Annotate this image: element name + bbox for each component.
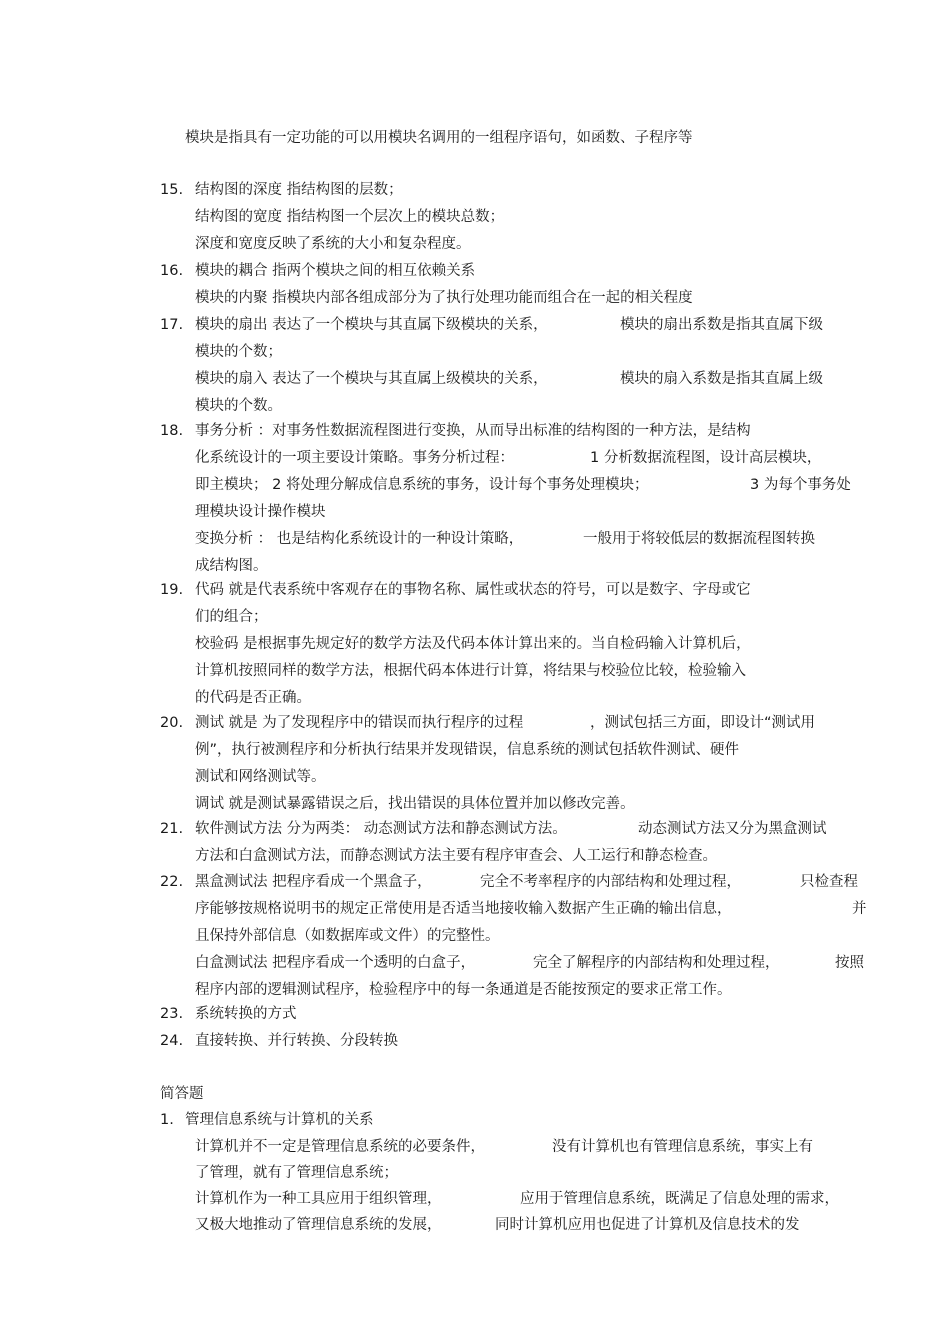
item-number: 18.: [160, 423, 184, 439]
item-text-line: 校验码 是根据事先规定好的数学方法及代码本体计算出来的。当自检码输入计算机后，: [195, 636, 751, 652]
answer-text-line: 又极大地推动了管理信息系统的发展，: [195, 1217, 442, 1233]
item-number: 16.: [160, 263, 184, 279]
item-text-line: 化系统设计的一项主要设计策略。事务分析过程：: [195, 450, 514, 466]
item-text-line: 结构图的宽度 指结构图一个层次上的模块总数；: [195, 209, 505, 225]
item-text-line: 们的组合；: [195, 609, 268, 625]
item-number: 19.: [160, 582, 184, 598]
question-title: 管理信息系统与计算机的关系: [185, 1112, 374, 1128]
answer-text-line: 了管理，就有了管理信息系统；: [195, 1165, 398, 1181]
item-text-line: ，测试包括三方面，即设计“测试用: [590, 715, 816, 731]
item-text-line: 理模块设计操作模块: [195, 504, 326, 520]
item-number: 23.: [160, 1006, 184, 1022]
item-text-line: 3 为每个事务处: [750, 477, 851, 493]
item-number: 20.: [160, 715, 184, 731]
item-text-line: 模块的扇出 表达了一个模块与其直属下级模块的关系，: [195, 317, 548, 333]
answer-text-line: 应用于管理信息系统，: [520, 1191, 665, 1207]
item-text-line: 模块的耦合 指两个模块之间的相互依赖关系: [195, 263, 476, 279]
item-text-line: 只检查程: [800, 874, 858, 890]
item-number: 17.: [160, 317, 184, 333]
item-number: 21.: [160, 821, 184, 837]
item-text-line: 测试 就是 为了发现程序中的错误而执行程序的过程: [195, 715, 524, 731]
item-text-line: 模块的个数；: [195, 344, 282, 360]
item-text-line: 方法和白盒测试方法，而静态测试方法主要有程序审查会、人工运行和静态检查。: [195, 848, 717, 864]
item-text-line: 模块的扇入系数是指其直属上级: [620, 371, 823, 387]
item-text-line: 测试和网络测试等。: [195, 769, 326, 785]
item-text-line: 直接转换、并行转换、分段转换: [195, 1033, 398, 1049]
answer-text-line: 既满足了信息处理的需求，: [665, 1191, 839, 1207]
question-number: 1.: [160, 1112, 174, 1128]
item-text-line: 模块的扇出系数是指其直属下级: [620, 317, 823, 333]
item-text-line: 变换分析 ： 也是结构化系统设计的一种设计策略，: [195, 531, 524, 547]
item-text-line: 1 分析数据流程图，设计高层模块，: [590, 450, 822, 466]
answer-text-line: 同时计算机应用也促进了计算机及信息技术的发: [495, 1217, 800, 1233]
item-text-line: 结构图的深度 指结构图的层数；: [195, 182, 403, 198]
answer-text-line: 计算机并不一定是管理信息系统的必要条件，: [195, 1139, 485, 1155]
answer-text-line: 没有计算机也有管理信息系统，事实上有: [552, 1139, 813, 1155]
item-text-line: 的代码是否正确。: [195, 690, 311, 706]
item-text-line: 程序内部的逻辑测试程序，检验程序中的每一条通道是否能按预定的要求正常工作。: [195, 982, 732, 998]
item-text-line: 模块的扇入 表达了一个模块与其直属上级模块的关系，: [195, 371, 548, 387]
item-text-line: 并: [852, 901, 867, 917]
answer-text-line: 计算机作为一种工具应用于组织管理，: [195, 1191, 442, 1207]
item-number: 22.: [160, 874, 184, 890]
item-text-line: 一般用于将较低层的数据流程图转换: [583, 531, 815, 547]
item-text-line: 例”，执行被测程序和分析执行结果并发现错误，信息系统的测试包括软件测试、硬件: [195, 742, 740, 758]
item-text-line: 白盒测试法 把程序看成一个透明的白盒子，: [195, 955, 476, 971]
item-text-line: 完全不考率程序的内部结构和处理过程，: [480, 874, 741, 890]
item-text-line: 成结构图。: [195, 558, 268, 574]
section-title: 简答题: [160, 1086, 204, 1102]
item-text-line: 事务分析 ：对事务性数据流程图进行变换，从而导出标准的结构图的一种方法，是结构: [195, 423, 751, 439]
item-text-line: 完全了解程序的内部结构和处理过程，: [533, 955, 780, 971]
item-text-line: 深度和宽度反映了系统的大小和复杂程度。: [195, 236, 471, 252]
item-text-line: 动态测试方法又分为黑盒测试: [638, 821, 827, 837]
item-text-line: 黑盒测试法 把程序看成一个黑盒子，: [195, 874, 432, 890]
item-text-line: 计算机按照同样的数学方法，根据代码本体进行计算，将结果与校验位比较，检验输入: [195, 663, 746, 679]
item-text-line: 代码 就是代表系统中客观存在的事物名称、属性或状态的符号，可以是数字、字母或它: [195, 582, 751, 598]
item-text-line: 即主模块； 2 将处理分解成信息系统的事务，设计每个事务处理模块；: [195, 477, 649, 493]
item-number: 15.: [160, 182, 184, 198]
item-text-line: 调试 就是测试暴露错误之后，找出错误的具体位置并加以修改完善。: [195, 796, 635, 812]
item-number: 24.: [160, 1033, 184, 1049]
item-text-line: 且保持外部信息（如数据库或文件）的完整性。: [195, 928, 500, 944]
item-text-line: 按照: [835, 955, 864, 971]
item-text-line: 序能够按规格说明书的规定正常使用是否适当地接收输入数据产生正确的输出信息，: [195, 901, 732, 917]
item-text-line: 软件测试方法 分为两类： 动态测试方法和静态测试方法。: [195, 821, 567, 837]
item-text-line: 模块的个数。: [195, 398, 282, 414]
intro-line: 模块是指具有一定功能的可以用模块名调用的一组程序语句，如函数、子程序等: [185, 130, 693, 146]
item-text-line: 系统转换的方式: [195, 1006, 297, 1022]
item-text-line: 模块的内聚 指模块内部各组成部分为了执行处理功能而组合在一起的相关程度: [195, 290, 693, 306]
